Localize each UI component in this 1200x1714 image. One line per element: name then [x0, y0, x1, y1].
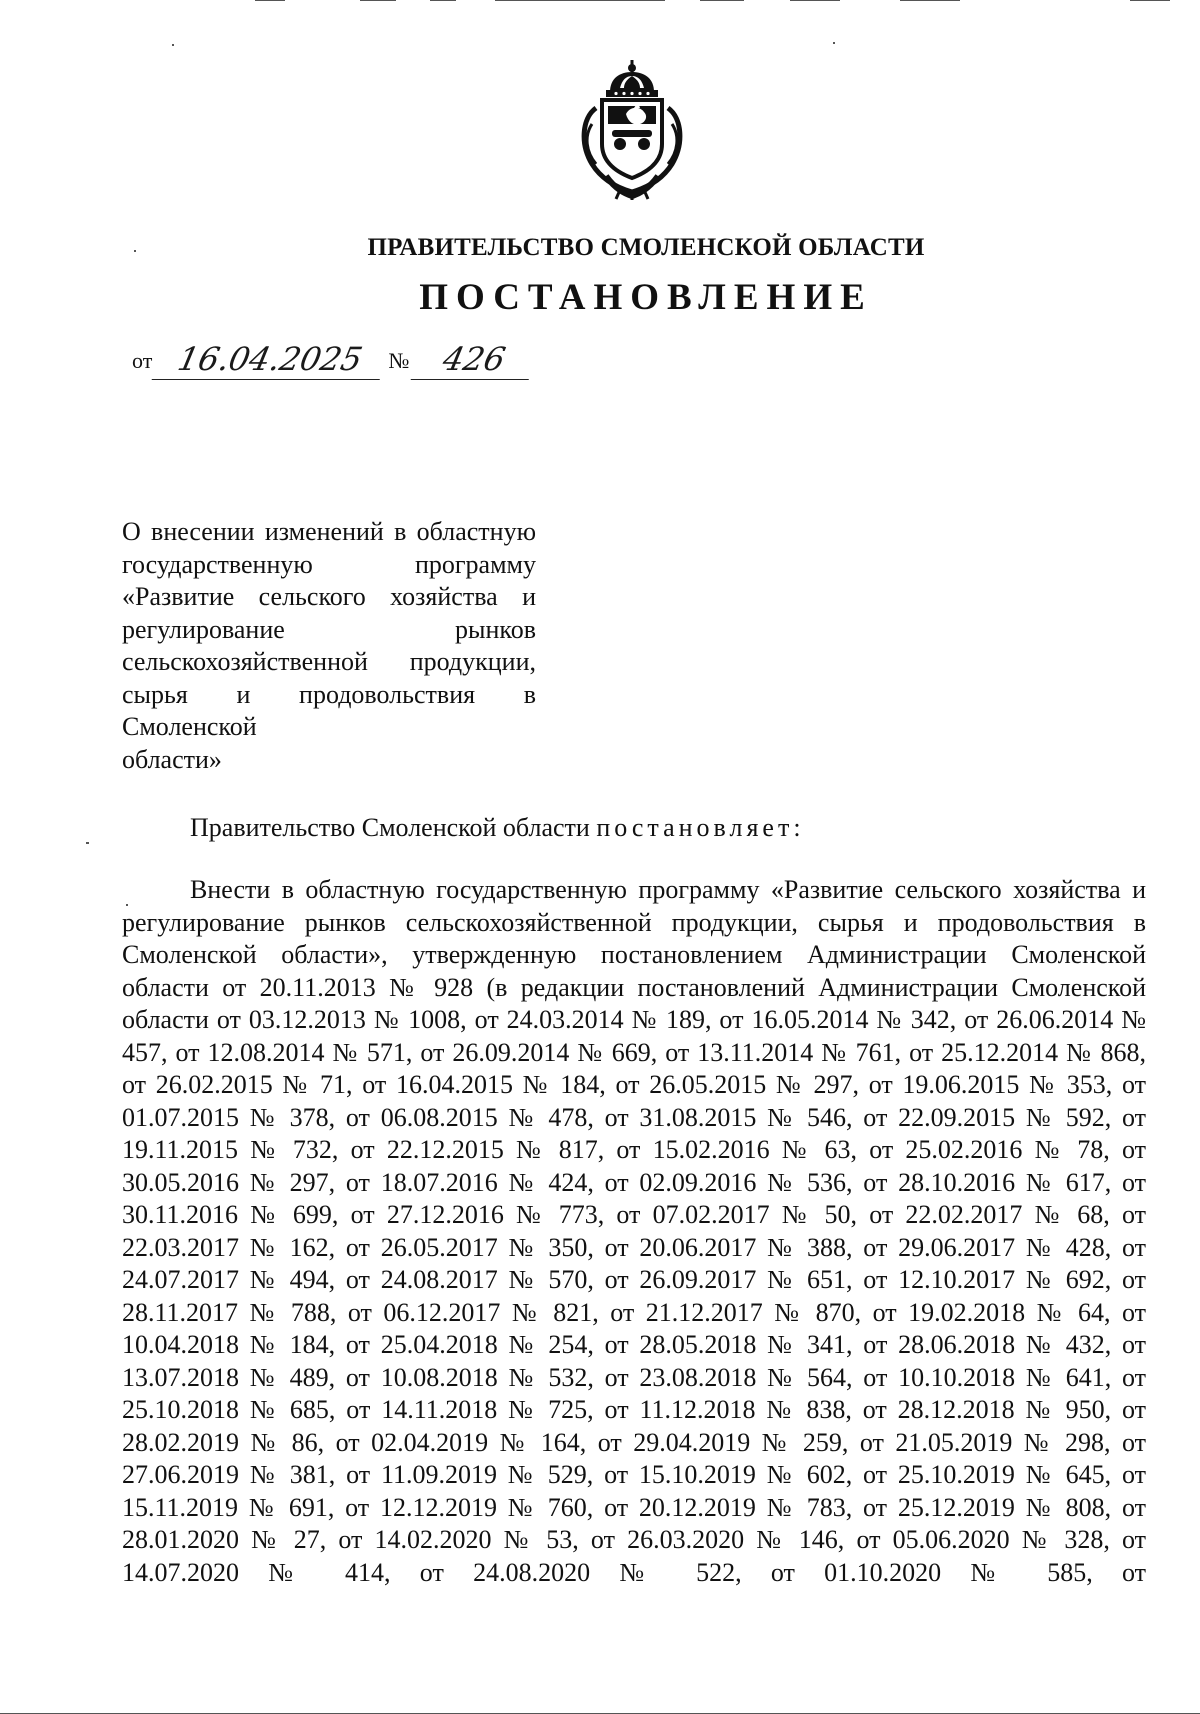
subject-text: О внесении изменений в областную государственную программу «Развитие сельского хозяйства и регулирование рынков сельскохозяйственной продукции, сырья и продовольствия в Смоленской — [122, 517, 536, 741]
scan-artifact — [700, 0, 744, 1]
coat-of-arms-emblem — [576, 58, 688, 200]
handwritten-number: 426 — [411, 339, 538, 380]
subject-last-line: области» — [122, 744, 222, 774]
document-subject — [122, 516, 536, 776]
scan-artifact — [833, 42, 835, 44]
number-sign: № — [388, 348, 410, 373]
scan-artifact — [790, 0, 840, 1]
date-number-line — [132, 336, 533, 380]
scan-artifact — [86, 842, 89, 844]
scan-artifact — [172, 44, 174, 46]
scan-artifact — [1130, 0, 1170, 1]
scan-artifact — [495, 0, 665, 1]
scan-artifact — [430, 0, 456, 1]
decree-prefix: Правительство Смоленской области — [190, 813, 590, 842]
scan-artifact — [900, 0, 960, 1]
government-title: ПРАВИТЕЛЬСТВО СМОЛЕНСКОЙ ОБЛАСТИ — [367, 234, 925, 261]
decree-verb: постановляет: — [596, 813, 805, 842]
scan-artifact — [255, 0, 285, 1]
document-type-heading: ПОСТАНОВЛЕНИЕ — [419, 277, 873, 318]
body-paragraph: Внести в областную государственную программу «Развитие сельского хозяйства и регулирование рынков сельскохозяйственной продукции, сырья и продовольствия в Смоленской области», утвержденную постановлением Администрации Смоленской области от 20.11.2013 № 928 (в редакции постановлений Администрации Смоленской области от 03.12.2013 № 1008, от 24.03.2014 № 189, от 16.05.2014 № 342, от 26.06.2014 № 457, от 12.08.2014 № 571, от 26.09.2014 № 669, от 13.11.2014 № 761, от 25.12.2014 № 868, от 26.02.2015 № 71, от 16.04.2015 № 184, от 26.05.2015 № 297, от 19.06.2015 № 353, от 01.07.2015 № 378, от 06.08.2015 № 478, от 31.08.2015 № 546, от 22.09.2015 № 592, от 19.11.2015 № 732, от 22.12.2015 № 817, от 15.02.2016 № 63, от 25.02.2016 № 78, от 30.05.2016 № 297, от 18.07.2016 № 424, от 02.09.2016 № 536, от 28.10.2016 № 617, от 30.11.2016 № 699, от 27.12.2016 № 773, от 07.02.2017 № 50, от 22.02.2017 № 68, от 22.03.2017 № 162, от 26.05.2017 № 350, от 20.06.2017 № 388, от 29.06.2017 № 428, от 24.07.2017 № 494, от 24.08.2017 № 570, от 26.09.2017 № 651, от 12.10.2017 № 692, от 28.11.2017 № 788, от 06.12.2017 № 821, от 21.12.2017 № 870, от 19.02.2018 № 64, от 10.04.2018 № 184, от 25.04.2018 № 254, от 28.05.2018 № 341, от 28.06.2018 № 432, от 13.07.2018 № 489, от 10.08.2018 № 532, от 23.08.2018 № 564, от 10.10.2018 № 641, от 25.10.2018 № 685, от 14.11.2018 № 725, от 11.12.2018 № 838, от 28.12.2018 № 950, от 28.02.2019 № 86, от 02.04.2019 № 164, от 29.04.2019 № 259, от 21.05.2019 № 298, от 27.06.2019 № 381, от 11.09.2019 № 529, от 15.10.2019 № 602, от 25.10.2019 № 645, от 15.11.2019 № 691, от 12.12.2019 № 760, от 20.12.2019 № 783, от 25.12.2019 № 808, от 28.01.2020 № 27, от 14.02.2020 № 53, от 26.03.2020 № 146, от 05.06.2020 № 328, от 14.07.2020 № 414, от 24.08.2020 № 522, от 01.10.2020 № 585, от — [122, 875, 1146, 1587]
decree-line — [190, 812, 805, 844]
scan-artifact — [360, 0, 396, 1]
handwritten-date: 16.04.2025 — [152, 339, 389, 380]
date-label: от — [132, 348, 153, 373]
